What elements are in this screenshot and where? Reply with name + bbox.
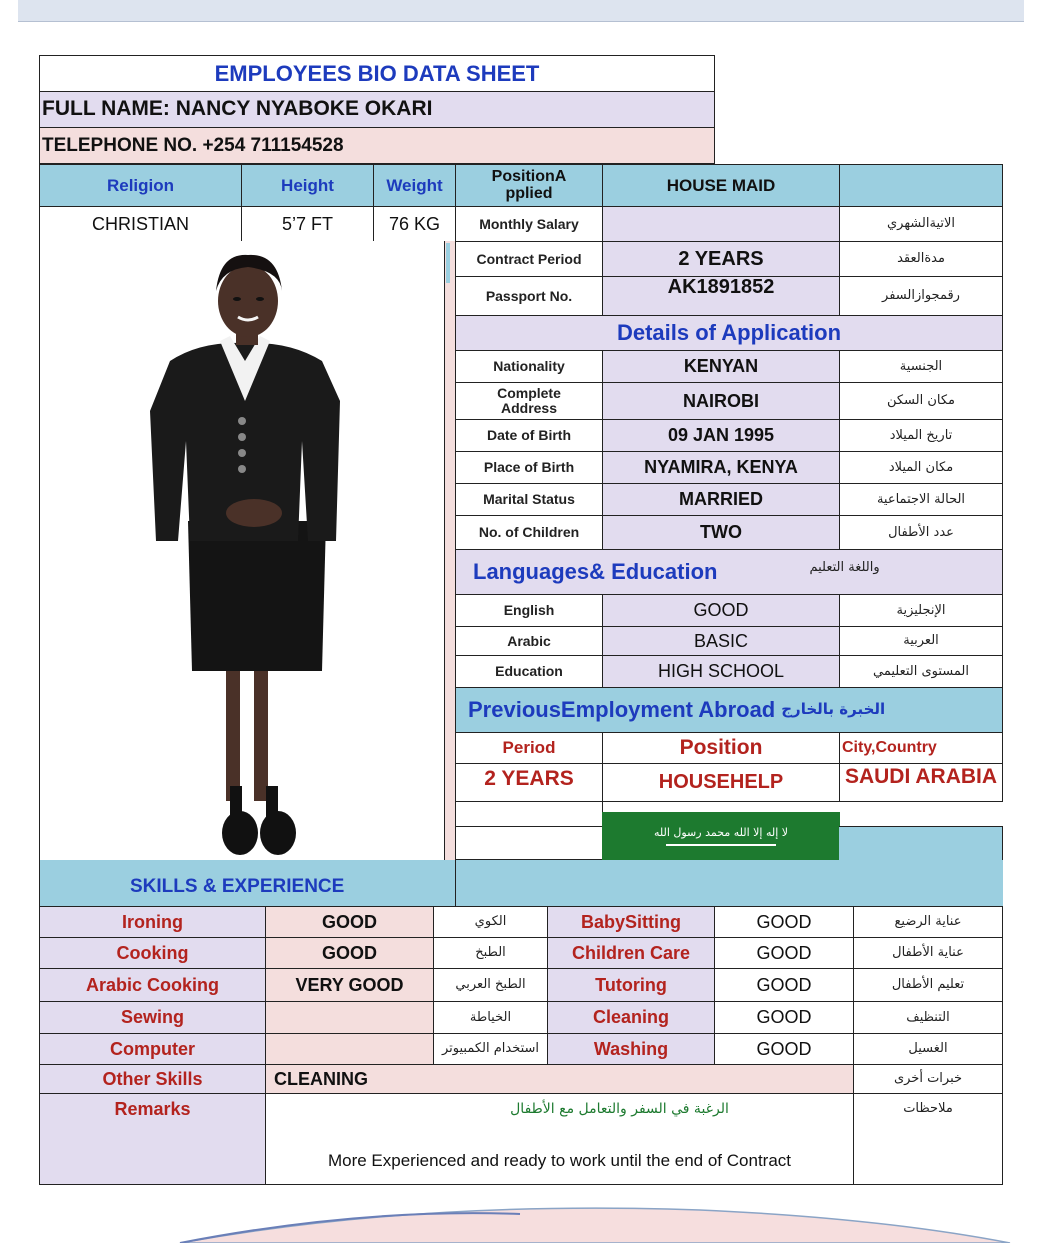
skill-label: BabySitting xyxy=(580,911,681,932)
skill-value: GOOD xyxy=(756,974,812,995)
employment-period-cell xyxy=(455,763,603,802)
skill-arabic: تعليم الأطفال xyxy=(891,977,965,993)
employment-position-value: HOUSEHELP xyxy=(658,771,784,793)
skill-label: Ironing xyxy=(122,911,183,932)
education-value: HIGH SCHOOL xyxy=(657,661,785,682)
employment-city-label: City,Country xyxy=(842,738,937,756)
employment-position-label: Position xyxy=(679,735,763,759)
position-label: PositionA pplied xyxy=(491,167,567,202)
address-label: Complete Address xyxy=(497,385,561,416)
skill-sewing-value xyxy=(265,1001,434,1034)
skill-label: Cleaning xyxy=(592,1007,669,1028)
column-divider-blue xyxy=(446,243,450,283)
weight-value-cell xyxy=(373,206,456,242)
skill-ironing-arabic xyxy=(433,906,548,938)
children-label: No. of Children xyxy=(478,524,580,541)
skill-value: GOOD xyxy=(756,942,812,963)
nationality-value: KENYAN xyxy=(683,356,759,377)
skill-childcare-label xyxy=(547,937,715,969)
skill-arabic: عناية الرضيع xyxy=(894,914,962,930)
skill-arabic: استخدام الكمبيوتر xyxy=(441,1041,540,1057)
marital-arabic: الحالة الاجتماعية xyxy=(876,491,966,507)
dob-value: 09 JAN 1995 xyxy=(667,425,775,446)
telephone-row xyxy=(39,127,715,164)
pob-arabic: مكان الميلاد xyxy=(888,459,954,475)
skill-value: GOOD xyxy=(756,1007,812,1028)
english-value-cell xyxy=(602,594,840,627)
employment-empty-2 xyxy=(455,826,603,860)
children-label-cell xyxy=(455,515,603,550)
skill-sewing-label xyxy=(39,1001,266,1034)
marital-label-cell xyxy=(455,483,603,516)
skill-value: GOOD xyxy=(321,911,377,932)
education-arabic: المستوى التعليمي xyxy=(873,663,969,679)
nationality-label: Nationality xyxy=(493,358,565,375)
arabic-value-cell xyxy=(602,626,840,656)
employment-position-header xyxy=(602,732,840,764)
employment-empty-1 xyxy=(455,801,603,827)
skill-arabic-cooking-label xyxy=(39,968,266,1002)
education-arabic-cell xyxy=(839,655,1003,688)
contract-value: 2 YEARS xyxy=(678,247,764,270)
application-heading-cell xyxy=(455,315,1003,351)
other-skills-arabic-cell xyxy=(853,1064,1003,1094)
skill-childcare-arabic xyxy=(853,937,1003,969)
passport-label: Passport No. xyxy=(485,287,573,304)
english-arabic: الإنجليزية xyxy=(896,602,946,618)
dob-label: Date of Birth xyxy=(487,427,571,444)
skill-tutoring-arabic xyxy=(853,968,1003,1002)
arabic-arabic-cell xyxy=(839,626,1003,656)
salary-label: Monthly Salary xyxy=(479,215,579,232)
skill-washing-label xyxy=(547,1033,715,1065)
position-value-cell xyxy=(602,164,840,207)
religion-label: Religion xyxy=(106,175,175,195)
languages-arabic: واللغة التعليم xyxy=(809,560,880,576)
skill-arabic: الكوي xyxy=(474,914,507,930)
skill-label: Cooking xyxy=(116,942,189,963)
skill-cooking-arabic xyxy=(433,937,548,969)
english-value: GOOD xyxy=(693,600,749,621)
pob-label: Place of Birth xyxy=(483,459,575,476)
arabic-label: Arabic xyxy=(507,632,551,649)
other-skills-label-cell xyxy=(39,1064,266,1094)
religion-header xyxy=(39,164,242,207)
skill-value: GOOD xyxy=(756,1038,812,1059)
full-name-row xyxy=(39,91,715,128)
skill-computer-label xyxy=(39,1033,266,1065)
contract-label: Contract Period xyxy=(476,250,582,267)
other-skills-arabic: خبرات أخرى xyxy=(893,1071,963,1087)
skill-arabic-cooking-value xyxy=(265,968,434,1002)
skill-sewing-arabic xyxy=(433,1001,548,1034)
education-label: Education xyxy=(495,663,563,680)
nationality-label-cell xyxy=(455,350,603,383)
children-arabic-cell xyxy=(839,515,1003,550)
children-value-cell xyxy=(602,515,840,550)
english-label-cell xyxy=(455,594,603,627)
skill-ironing-label xyxy=(39,906,266,938)
nationality-arabic-cell xyxy=(839,350,1003,383)
contract-label-cell xyxy=(455,241,603,277)
employment-period-header xyxy=(455,732,603,764)
skill-cleaning-value xyxy=(714,1001,854,1034)
flag-sword-icon xyxy=(666,844,776,846)
skill-value: GOOD xyxy=(321,942,377,963)
skill-computer-arabic xyxy=(433,1033,548,1065)
skill-washing-value xyxy=(714,1033,854,1065)
skill-babysitting-value xyxy=(714,906,854,938)
position-value: HOUSE MAID xyxy=(666,175,776,195)
children-arabic: عدد الأطفال xyxy=(888,524,954,540)
skill-arabic-cooking-arabic xyxy=(433,968,548,1002)
skill-label: Arabic Cooking xyxy=(85,974,219,995)
passport-arabic: رقمجوازالسفر xyxy=(882,288,960,304)
salary-label-cell xyxy=(455,206,603,242)
skill-value: VERY GOOD xyxy=(295,974,404,995)
education-label-cell xyxy=(455,655,603,688)
skill-arabic: الخياطة xyxy=(469,1009,512,1025)
employment-city-cell xyxy=(839,763,1003,802)
skill-label: Sewing xyxy=(120,1007,184,1028)
languages-heading-cell xyxy=(455,549,1003,595)
address-value: NAIROBI xyxy=(683,390,759,411)
height-value-cell xyxy=(241,206,374,242)
weight-header xyxy=(373,164,456,207)
flag-text: لا إله إلا الله محمد رسول الله xyxy=(653,826,789,839)
skill-cooking-label xyxy=(39,937,266,969)
skill-arabic: الطبخ xyxy=(475,945,506,961)
dob-arabic: تاريخ الميلاد xyxy=(889,427,953,443)
remarks-text-cell xyxy=(265,1093,854,1185)
skill-childcare-value xyxy=(714,937,854,969)
passport-label-cell xyxy=(455,276,603,316)
employment-period-label: Period xyxy=(502,738,556,758)
position-arabic-cell xyxy=(839,164,1003,207)
marital-label: Marital Status xyxy=(483,491,575,508)
skill-value: GOOD xyxy=(756,911,812,932)
remarks-label-cell xyxy=(39,1093,266,1185)
employment-period-value: 2 YEARS xyxy=(484,767,574,790)
application-heading: Details of Application xyxy=(616,320,842,346)
skill-cooking-value xyxy=(265,937,434,969)
dob-arabic-cell xyxy=(839,419,1003,452)
employment-city-header xyxy=(839,732,1003,764)
arabic-arabic: العربية xyxy=(903,633,939,649)
passport-arabic-cell xyxy=(839,276,1003,316)
nationality-value-cell xyxy=(602,350,840,383)
remarks-arabic: ملاحظات xyxy=(903,1101,953,1116)
skill-arabic: التنظيف xyxy=(906,1009,950,1025)
employment-city-value: SAUDI ARABIA xyxy=(844,765,998,788)
marital-value-cell xyxy=(602,483,840,516)
skill-tutoring-value xyxy=(714,968,854,1002)
employment-position-cell xyxy=(602,763,840,802)
sheet-title xyxy=(39,55,715,92)
languages-heading: Languages& Education xyxy=(473,559,718,585)
height-label: Height xyxy=(281,175,334,195)
sheet-title-text: EMPLOYEES BIO DATA SHEET xyxy=(214,60,540,86)
remarks-arabic-cell xyxy=(853,1093,1003,1185)
children-value: TWO xyxy=(700,522,742,543)
skill-babysitting-label xyxy=(547,906,715,938)
passport-value: AK1891852 xyxy=(667,276,775,298)
skill-label: Tutoring xyxy=(595,974,667,995)
contract-value-cell xyxy=(602,241,840,277)
other-skills-value-cell xyxy=(265,1064,854,1094)
address-arabic-cell xyxy=(839,382,1003,420)
bottom-decoration xyxy=(0,1200,1040,1243)
salary-value-cell xyxy=(602,206,840,242)
height-value: 5’7 FT xyxy=(281,213,333,234)
arabic-value: BASIC xyxy=(693,630,749,651)
pob-arabic-cell xyxy=(839,451,1003,484)
height-header xyxy=(241,164,374,207)
skills-heading-text: SKILLS & EXPERIENCE xyxy=(130,876,345,897)
top-band xyxy=(18,0,1024,22)
remarks-arabic-text: الرغبة في السفر والتعامل مع الأطفال xyxy=(510,1101,729,1117)
skills-heading-divider xyxy=(455,860,456,906)
employment-heading: PreviousEmployment Abroad xyxy=(468,697,776,723)
address-value-cell xyxy=(602,382,840,420)
skill-babysitting-arabic xyxy=(853,906,1003,938)
address-arabic: مكان السكن xyxy=(886,393,956,409)
marital-value: MARRIED xyxy=(679,489,763,510)
weight-value: 76 KG xyxy=(388,213,441,234)
saudi-flag xyxy=(602,812,840,860)
arabic-label-cell xyxy=(455,626,603,656)
other-skills-value: CLEANING xyxy=(274,1068,368,1089)
employee-photo xyxy=(40,241,457,861)
skill-arabic: الطبخ العربي xyxy=(455,977,526,993)
full-name: FULL NAME: NANCY NYABOKE OKARI xyxy=(42,97,433,121)
address-label-cell xyxy=(455,382,603,420)
religion-value-cell xyxy=(39,206,242,242)
telephone: TELEPHONE NO. +254 711154528 xyxy=(42,134,344,156)
education-value-cell xyxy=(602,655,840,688)
contract-arabic: مدةالعقد xyxy=(897,251,945,267)
english-arabic-cell xyxy=(839,594,1003,627)
skill-label: Computer xyxy=(110,1038,195,1059)
skill-label: Washing xyxy=(593,1038,669,1059)
position-header xyxy=(455,164,603,207)
skill-cleaning-label xyxy=(547,1001,715,1034)
weight-label: Weight xyxy=(386,175,443,195)
skill-ironing-value xyxy=(265,906,434,938)
remarks-text: More Experienced and ready to work until the end of Contract xyxy=(327,1151,792,1171)
dob-value-cell xyxy=(602,419,840,452)
religion-value: CHRISTIAN xyxy=(91,213,189,234)
marital-arabic-cell xyxy=(839,483,1003,516)
pob-value-cell xyxy=(602,451,840,484)
dob-label-cell xyxy=(455,419,603,452)
salary-arabic: الاتيةالشهري xyxy=(886,216,956,232)
skill-cleaning-arabic xyxy=(853,1001,1003,1034)
photo-area xyxy=(39,241,456,861)
skill-computer-value xyxy=(265,1033,434,1065)
pob-value: NYAMIRA, KENYA xyxy=(644,457,798,478)
other-skills-label: Other Skills xyxy=(102,1068,203,1089)
skill-tutoring-label xyxy=(547,968,715,1002)
skill-arabic: عناية الأطفال xyxy=(892,945,964,961)
skill-label: Children Care xyxy=(571,942,691,963)
employment-arabic: الخبرة بالخارج xyxy=(781,700,886,719)
salary-arabic-cell xyxy=(839,206,1003,242)
passport-value-cell xyxy=(602,276,840,316)
skill-washing-arabic xyxy=(853,1033,1003,1065)
skills-heading xyxy=(130,876,430,900)
nationality-arabic: الجنسية xyxy=(899,358,943,374)
contract-arabic-cell xyxy=(839,241,1003,277)
remarks-label: Remarks xyxy=(114,1099,191,1119)
pob-label-cell xyxy=(455,451,603,484)
employment-heading-cell xyxy=(455,687,1003,733)
skill-arabic: الغسيل xyxy=(908,1041,948,1057)
english-label: English xyxy=(503,602,555,619)
